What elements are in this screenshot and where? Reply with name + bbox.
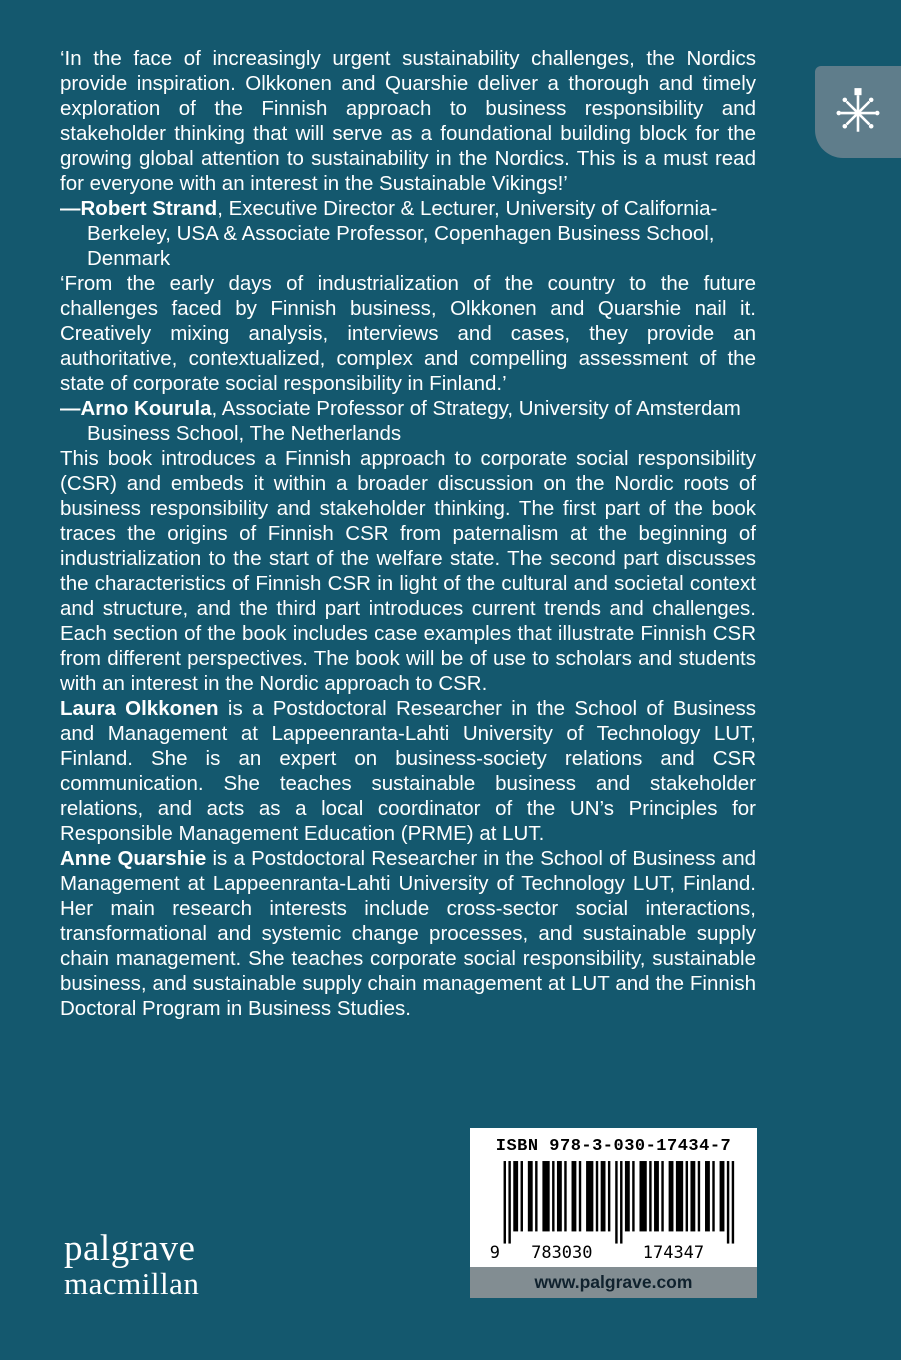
palgrave-tree-icon — [833, 85, 883, 139]
barcode-digits-left: 783030 — [530, 1243, 592, 1263]
endorser-credentials-1: , Executive Director & Lecturer, University of California-Berkeley, USA & Associate Professor, Copenhagen Business School, Denmark — [87, 197, 718, 270]
barcode-digit-prefix: 9 — [489, 1243, 500, 1263]
endorser-name-2: —Arno Kourula — [60, 397, 212, 420]
ean13-barcode — [489, 1161, 739, 1263]
author-name-anne-quarshie: Anne Quarshie — [60, 847, 207, 870]
author-bio-anne-quarshie — [60, 846, 756, 1021]
publisher-emblem-box — [815, 66, 901, 158]
publisher-wordmark — [64, 1230, 199, 1300]
isbn-block — [470, 1128, 757, 1298]
isbn-panel — [470, 1128, 757, 1267]
author-bio-laura-olkkonen — [60, 696, 756, 846]
wordmark-macmillan: macmillan — [64, 1266, 200, 1301]
endorsement-attribution-2 — [60, 396, 756, 446]
barcode-digits-right: 174347 — [642, 1243, 704, 1263]
endorsement-attribution-1 — [60, 196, 756, 271]
endorser-name-1: —Robert Strand — [60, 197, 218, 220]
book-description: This book introduces a Finnish approach to corporate social responsibility (CSR) and embeds it within a broader discussion on the Nordic roots of business responsibility and stakeholder thinking. The first part of the book traces the origins of Finnish CSR from paternalism at the beginning of industrialization to the start of the welfare state. The second part discusses the characteristics of Finnish CSR in light of the cultural and societal context and structure, and the third part introduces current trends and challenges. Each section of the book includes case examples that illustrate Finnish CSR from different perspectives. The book will be of use to scholars and students with an interest in the Nordic approach to CSR. — [60, 447, 756, 695]
author-name-laura-olkkonen: Laura Olkkonen — [60, 697, 219, 720]
endorsement-quote-1: ‘In the face of increasingly urgent sustainability challenges, the Nordics provide inspiration. Olkkonen and Quarshie deliver a thorough and timely exploration of the Finnish approach to business responsibility and stakeholder thinking that will serve as a foundational building block for the growing global attention to sustainability in the Nordics. This is a must read for everyone with an interest in the Sustainable Vikings!’ — [60, 47, 756, 195]
author-bio-text-1: is a Postdoctoral Researcher in the School of Business and Management at Lappeenranta-Lahti University of Technology LUT, Finland. She is an expert on business-society relations and CSR communication. She teaches sustainable business and stakeholder relations, and acts as a local coordinator of the UN’s Principles for Responsible Management Education (PRME) at LUT. — [60, 697, 756, 845]
cover-text — [60, 46, 756, 1021]
publisher-website: www.palgrave.com — [470, 1267, 757, 1298]
wordmark-palgrave: palgrave — [64, 1228, 196, 1269]
endorsement-quote-2: ‘From the early days of industrialization of the country to the future challenges faced by Finnish business, Olkkonen and Quarshie nail it. Creatively mixing analysis, interviews and cases, they provide an authoritative, contextualized, complex and compelling assessment of the state of corporate social responsibility in Finland.’ — [60, 272, 756, 395]
author-bio-text-2: is a Postdoctoral Researcher in the School of Business and Management at Lappeenranta-Lahti University of Technology LUT, Finland. Her main research interests include cross-sector social interactions, transformational and systemic change processes, and sustainable supply chain management. She teaches corporate social responsibility, sustainable business, and sustainable supply chain management at LUT and the Finnish Doctoral Program in Business Studies. — [60, 847, 756, 1020]
endorser-credentials-2: , Associate Professor of Strategy, University of Amsterdam Business School, The Netherlands — [87, 397, 741, 445]
isbn-label: ISBN 978-3-030-17434-7 — [495, 1137, 732, 1156]
